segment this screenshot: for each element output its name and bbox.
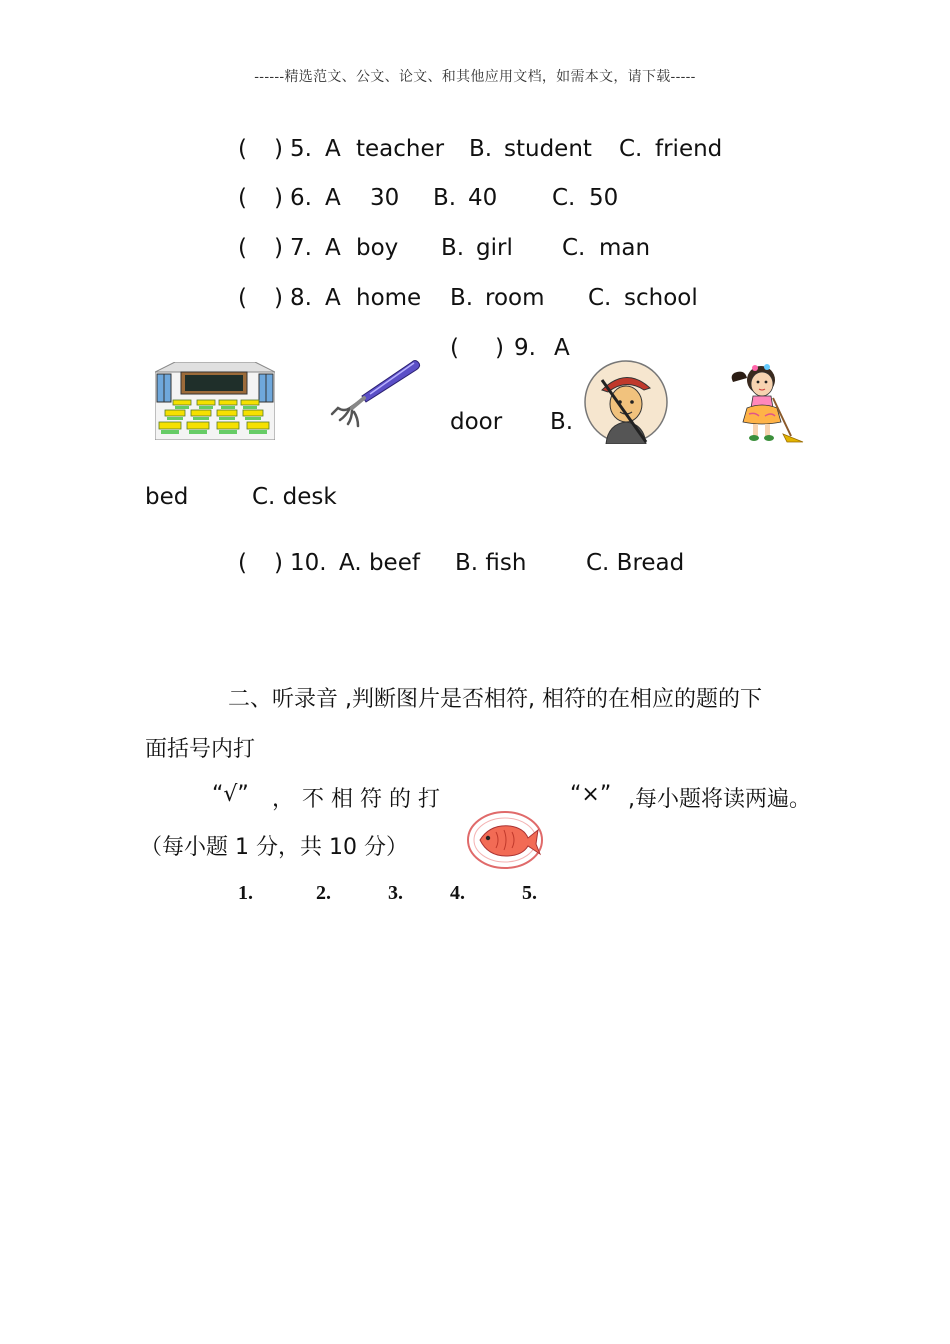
item-number-4: 4. [450,882,465,904]
answer-paren-open: ( [238,285,247,311]
option-b-word: girl [476,235,513,261]
comma-text: ， [272,787,295,812]
item-number-1: 1. [238,882,253,904]
question-number: 6. [290,185,312,211]
item-number-3: 3. [388,882,403,904]
option-b-word: bed [145,484,189,510]
fish-plate-picture [466,810,544,870]
question-number: 9. [514,335,536,361]
question-number: 8. [290,285,312,311]
option-b-letter: B. [450,285,474,311]
question-number: 5. [290,136,312,162]
section-2-instruction-line2: 面括号内打 [145,737,256,762]
option-b-word: 40 [468,185,498,211]
answer-paren-open: ( [238,235,247,261]
answer-paren-open: ( [238,185,247,211]
option-a-letter: A [325,285,341,311]
option-b-word: student [504,136,592,162]
option-b-letter: B. [433,185,457,211]
answer-paren-close: ) [274,185,283,211]
option-c-word: friend [655,136,723,162]
option-c-word: 50 [589,185,619,211]
answer-paren-close: ) [274,136,283,162]
option-a-word: boy [356,235,399,261]
option-c-letter: C. [552,185,576,211]
check-mark-text: “√” [212,782,249,807]
option-b-letter: B. [441,235,465,261]
option-c: C. Bread [586,550,685,576]
page-header: ------精选范文、公文、论文、和其他应用文档，如需本文，请下载----- [254,69,696,85]
option-a-word: teacher [356,136,445,162]
option-b-word: room [485,285,545,311]
option-c-letter: C. [562,235,586,261]
option-a: A. beef [339,550,420,576]
girl-sweeping-picture [725,362,805,444]
option-b: B. fish [455,550,527,576]
classroom-picture [155,362,275,440]
answer-paren-close: ) [274,235,283,261]
option-a-word: 30 [370,185,400,211]
option-c-word: school [624,285,698,311]
option-a-word: home [356,285,422,311]
score-note: （每小题 1 分，共 10 分） [140,835,408,860]
option-c-word: man [599,235,651,261]
answer-paren-close: ) [274,550,283,576]
boy-picture [584,360,668,444]
option-b-letter: B. [469,136,493,162]
option-a-letter: A [325,136,341,162]
answer-paren-close: ) [274,285,283,311]
question-number: 7. [290,235,312,261]
item-number-5: 5. [522,882,537,904]
cross-mark-text: “×” [570,782,612,807]
option-b-letter: B. [550,409,574,435]
instruction-rest: ,每小题将读两遍。 [628,787,811,812]
option-a-letter: A [325,235,341,261]
option-a-word: door [450,409,503,435]
option-c-letter: C. [619,136,643,162]
option-a-letter: A [325,185,341,211]
item-number-2: 2. [316,882,331,904]
fork-picture [330,358,424,428]
option-c: C. desk [252,484,337,510]
answer-paren-open: ( [238,550,247,576]
option-a-letter: A [554,335,570,361]
section-2-instruction-line1: 二、听录音 ,判断图片是否相符, 相符的在相应的题的下 [228,687,762,712]
mismatch-text: 不 相 符 的 打 [302,787,440,812]
question-number: 10. [290,550,327,576]
option-c-letter: C. [588,285,612,311]
answer-paren-open: ( [450,335,459,361]
answer-paren-close: ) [495,335,504,361]
answer-paren-open: ( [238,136,247,162]
